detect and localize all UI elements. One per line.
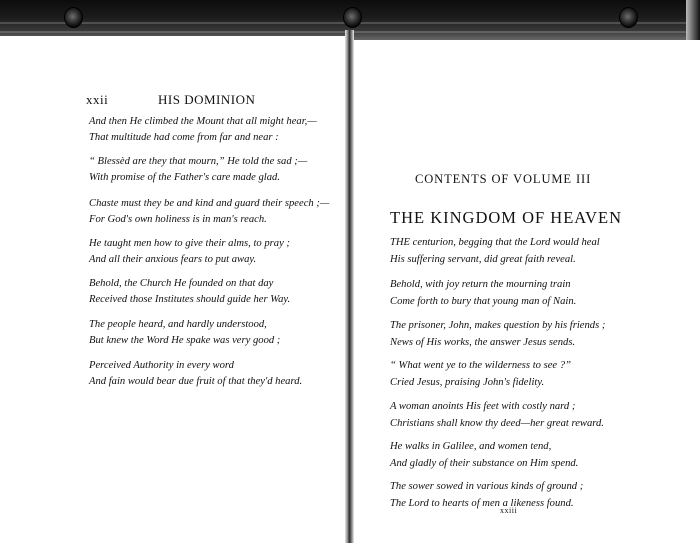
stanza	[390, 235, 600, 268]
stanza	[89, 196, 329, 228]
stanza	[89, 358, 302, 390]
verse-line: Chaste must they be and kind and guard their speech ;—	[89, 198, 330, 209]
binder-hole	[343, 7, 362, 28]
running-title: HIS DOMINION	[158, 92, 256, 107]
verse-line: For God's own holiness is in man's reach.	[89, 214, 267, 225]
verse-line: He taught men how to give their alms, to pray ;	[89, 238, 290, 249]
stanza	[89, 114, 317, 146]
section-title: THE KINGDOM OF HEAVEN	[390, 208, 622, 227]
verse-line: News of His works, the answer Jesus sends.	[390, 336, 576, 348]
verse-line: “ What went ye to the wilderness to see ?”	[390, 360, 571, 371]
verse-line: The people heard, and hardly understood,	[89, 319, 267, 330]
verse-line: “ Blessèd are they that mourn,” He told the sad ;—	[89, 156, 308, 167]
verse-line: And then He climbed the Mount that all might hear,—	[89, 116, 317, 127]
verse-line: THE centurion, begging that the Lord would heal	[390, 237, 600, 248]
contents-heading: CONTENTS OF VOLUME III	[415, 172, 592, 186]
right-page-number: xxiii	[500, 506, 518, 515]
verse-line: The Lord to hearts of men a likeness found.	[390, 497, 574, 509]
verse-line: Received those Institutes should guide her Way.	[89, 294, 291, 305]
stanza	[89, 317, 280, 349]
stanza	[89, 154, 307, 186]
verse-line: Behold, with joy return the mourning train	[390, 279, 571, 290]
stanza	[390, 399, 604, 432]
verse-line: A woman anoints His feet with costly nard ;	[390, 401, 576, 412]
book-gutter	[345, 30, 354, 543]
verse-line: And gladly of their substance on Him spend.	[390, 457, 579, 469]
stanza	[89, 236, 290, 268]
verse-line: That multitude had come from far and near :	[89, 132, 279, 143]
verse-line: His suffering servant, did great faith reveal.	[390, 253, 576, 265]
verse-line: The prisoner, John, makes question by his friends ;	[390, 320, 606, 331]
verse-line: The sower sowed in various kinds of ground ;	[390, 481, 584, 492]
verse-line: Behold, the Church He founded on that day	[89, 278, 274, 289]
verse-line: With promise of the Father's care made glad.	[89, 172, 280, 183]
stanza	[390, 277, 576, 310]
verse-line: Christians shall know thy deed—her great reward.	[390, 417, 604, 429]
verse-line: And fain would bear due fruit of that they'd heard.	[89, 376, 303, 387]
verse-line: He walks in Galilee, and women tend,	[390, 441, 552, 452]
stanza	[390, 479, 583, 512]
stanza	[390, 439, 578, 472]
verse-line: And all their anxious fears to put away.	[89, 254, 257, 265]
verse-line: Perceived Authority in every word	[89, 360, 234, 371]
stanza	[390, 318, 605, 351]
verse-line: Come forth to bury that young man of Nain.	[390, 295, 577, 307]
stanza	[89, 276, 290, 308]
verse-line: But knew the Word He spake was very good ;	[89, 335, 281, 346]
verse-line: Cried Jesus, praising John's fidelity.	[390, 376, 545, 388]
binder-hole	[619, 7, 638, 28]
binder-hole	[64, 7, 83, 28]
left-page-number: xxii	[86, 92, 109, 107]
stanza	[390, 358, 571, 391]
